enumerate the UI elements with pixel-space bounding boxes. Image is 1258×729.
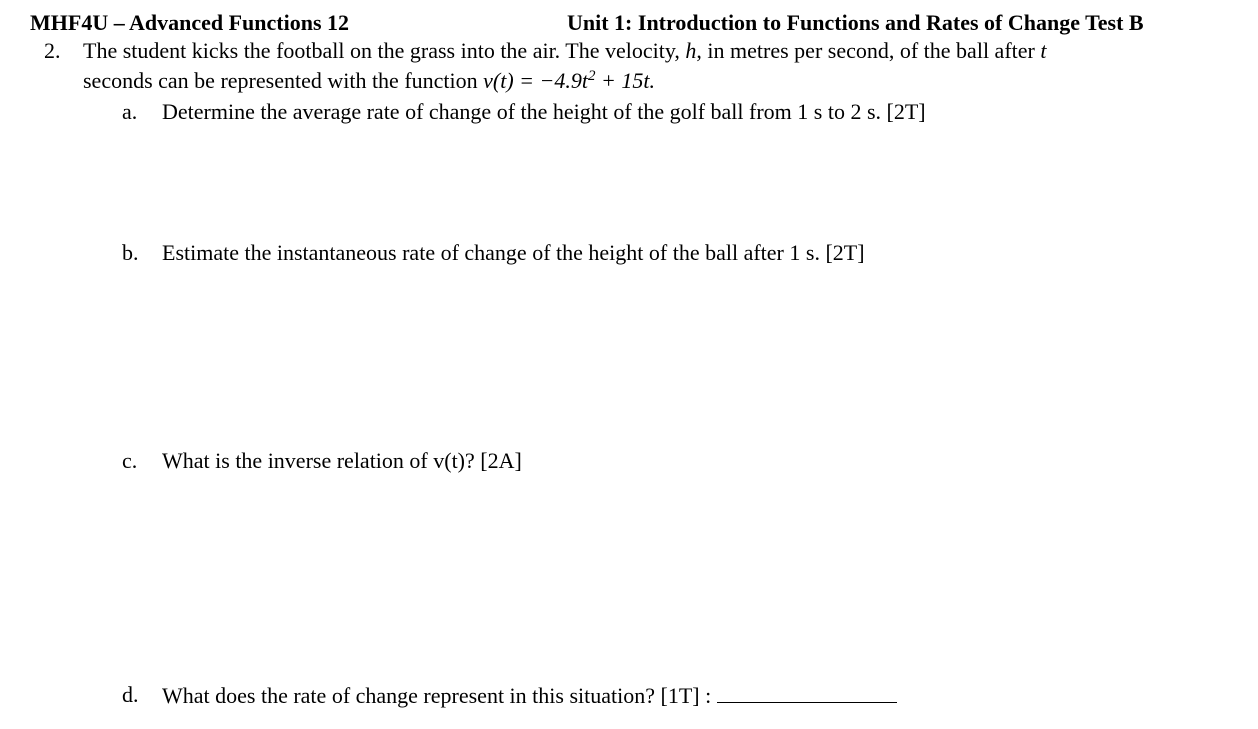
question-stem-line-1	[83, 38, 1046, 64]
function-exponent: 2	[587, 68, 596, 84]
question-stem-line-2	[83, 68, 655, 94]
course-title: MHF4U – Advanced Functions 12	[30, 10, 350, 35]
part-d-text: What does the rate of change represent in this situation? [1T] :	[162, 683, 712, 708]
stem-text-2a: seconds can be represented with the function	[83, 68, 484, 93]
part-d-question	[162, 682, 897, 709]
part-c-text: What is the inverse relation of v(t)? [2A]	[162, 448, 522, 473]
stem-text-1b: , in metres per second, of the ball after	[696, 38, 1041, 63]
variable-h: h	[685, 38, 697, 63]
part-a-label: a.	[122, 99, 138, 124]
function-rhs: + 15t.	[595, 68, 655, 93]
variable-t: t	[1040, 38, 1047, 63]
function-lhs: v(t) = −4.9t	[483, 68, 588, 93]
unit-title: Unit 1: Introduction to Functions and Rates of Change Test B	[567, 10, 1144, 35]
answer-blank[interactable]	[717, 682, 897, 703]
part-c-label: c.	[122, 448, 138, 473]
stem-text-1a: The student kicks the football on the grass into the air. The velocity,	[83, 38, 686, 63]
part-b-label: b.	[122, 240, 139, 265]
question-number: 2.	[44, 38, 61, 63]
part-b-text: Estimate the instantaneous rate of change of the height of the ball after 1 s. [2T]	[162, 240, 865, 265]
part-d-label: d.	[122, 682, 139, 707]
part-a-text: Determine the average rate of change of the height of the golf ball from 1 s to 2 s. [2T]	[162, 99, 926, 124]
